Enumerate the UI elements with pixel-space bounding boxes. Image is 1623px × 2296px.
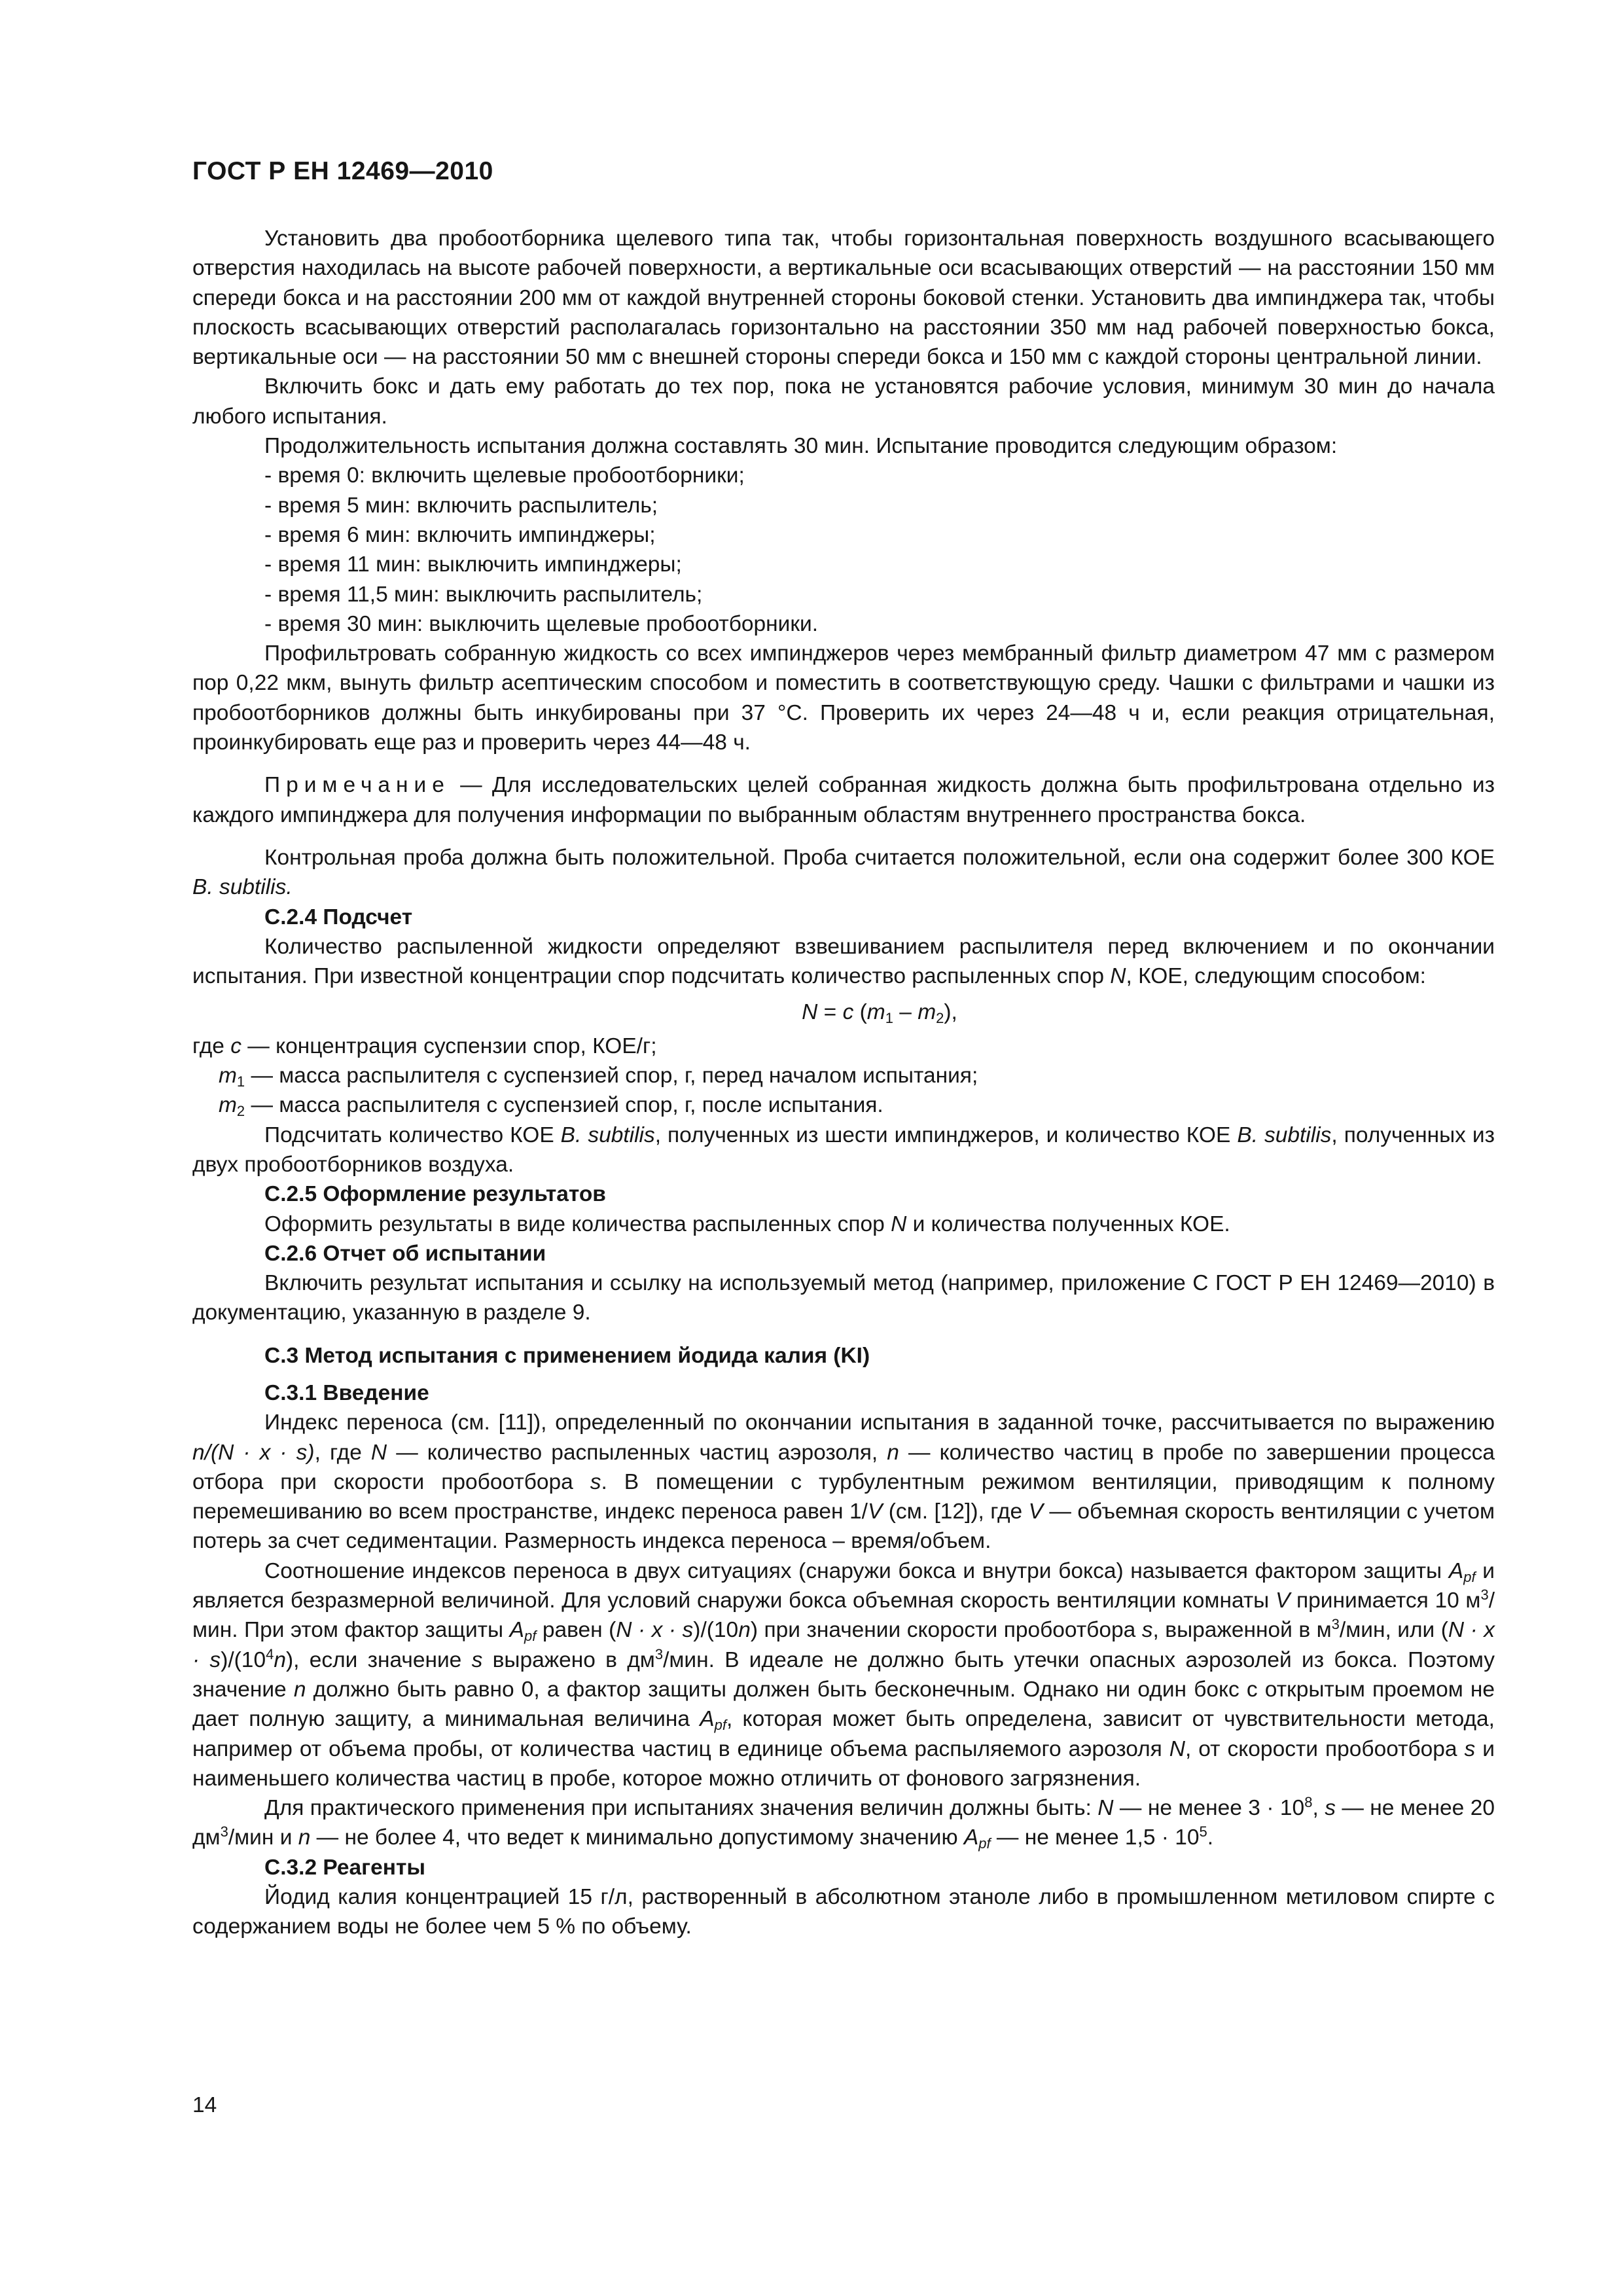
section-heading-c3: С.3 Метод испытания с применением йодида калия (KI) [264,1343,870,1368]
list-item: - время 11 мин: выключить импинджеры; [264,552,682,577]
where-line-c: где c — концентрация суспензии спор, КОЕ/г; [192,1033,657,1058]
paragraph-c31-2: Соотношение индексов переноса в двух ситуациях (снаружи бокса и внутри бокса) называется фактором защиты $A_{pf}$ и является безразмерной величиной. Для условий снаружи бокса объемная скорость вентиляции комнаты V принимается 10 $м^3$/мин. При этом фактор защиты $A_{pf}$ равен (N · x · s)/(10n) при значении скорости пробоотбора s, выраженной в $м^3$/мин, или $(N \cdot x \cdot s)/(10^4n)$, если значение s выражено в $дм^3$/мин. В идеале не должно быть утечки опасных аэрозолей из бокса. Поэтому значение n должно быть равно 0, а фактор защиты должен быть бесконечным. Однако ни один бокс с открытым проемом не дает полную защиту, а минимальная величина $A_{pf}$, которая может быть определена, зависит от чувствительности метода, например от объема пробы, от количества частиц в единице объема распыляемого аэрозоля N, от скорости пробоотбора s и наименьшего количества частиц в пробе, которое можно отличить от фонового загрязнения. [192,1558,1495,1791]
paragraph-c32: Йодид калия концентрацией 15 г/л, растворенный в абсолютном этаноле либо в промышленном метиловом спирте с содержанием воды не более чем 5 % по объему. [192,1885,1495,1939]
paragraph-c25: Оформить результаты в виде количества распыленных спор N и количества полученных КОЕ. [264,1211,1230,1236]
section-heading-c24: С.2.4 Подсчет [264,905,413,929]
note [192,770,1495,830]
paragraph-filter: Профильтровать собранную жидкость со всех импинджеров через мембранный фильтр диаметром 47 мм с размером пор 0,22 мкм, вынуть фильтр асептическим способом и поместить в соответствующую среду. Чашки с фильтрами и чашки из пробоотборников должны быть инкубированы при 37 °С. Проверить их через 24—48 ч и, если реакция отрицательная, проинкубировать еще раз и проверить через 44—48 ч. [192,641,1495,755]
paragraph-setup-2: Включить бокс и дать ему работать до тех пор, пока не установятся рабочие условия, минимум 30 мин до начала любого испытания. [192,374,1495,429]
paragraph-c24-2: Подсчитать количество КОЕ B. subtilis, полученных из шести импинджеров, и количество КОЕ B. subtilis, полученных из двух пробоотборников воздуха. [192,1122,1495,1177]
section-heading-c32: С.3.2 Реагенты [264,1855,425,1880]
paragraph-setup-1: Установить два пробоотборника щелевого типа так, чтобы горизонтальная поверхность воздушного всасывающего отверстия находилась на высоте рабочей поверхности, а вертикальные оси всасывающих отверстий — на расстоянии 150 мм спереди бокса и на расстоянии 200 мм от каждой внутренней стороны боковой стенки. Установить два импинджера так, чтобы плоскость всасывающих отверстий располагалась горизонтально на расстоянии 350 мм над рабочей поверхностью бокса, вертикальные оси — на расстоянии 50 мм с внешней стороны спереди бокса и 150 мм с каждой стороны центральной линии. [192,226,1495,370]
list-item: - время 6 мин: включить импинджеры; [264,522,656,547]
note-text: — Для исследовательских целей собранная жидкость должна быть профильтрована отдельно из каждого импинджера для получения информации по выбранным областям внутреннего пространства бокса. [192,773,1495,827]
timeline-list [192,461,1495,639]
list-item: - время 11,5 мин: выключить распылитель; [264,582,703,607]
where-line-m2: $m_2$ — масса распылителя с суспензией спор, г, после испытания. [219,1093,883,1120]
paragraph-c24-1: Количество распыленной жидкости определяют взвешиванием распылителя перед включением и по окончании испытания. При известной концентрации спор подсчитать количество распыленных спор N, КОЕ, следующим способом: [192,934,1495,989]
paragraph-control: Контрольная проба должна быть положительной. Проба считается положительной, если она содержит более 300 КОЕ B. subtilis. [192,845,1495,900]
section-heading-c26: С.2.6 Отчет об испытании [264,1241,546,1266]
paragraph-c26: Включить результат испытания и ссылку на используемый метод (например, приложение С ГОСТ Р ЕН 12469—2010) в документацию, указанную в разделе 9. [192,1271,1495,1325]
paragraph-duration: Продолжительность испытания должна составлять 30 мин. Испытание проводится следующим образом: [264,434,1338,459]
document-body [192,224,1495,1942]
document-header: ГОСТ Р ЕН 12469—2010 [192,157,493,185]
page-number: 14 [192,2093,217,2117]
list-item: - время 5 мин: включить распылитель; [264,493,658,518]
list-item: - время 0: включить щелевые пробоотборники; [264,463,745,488]
paragraph-c31-3: Для практического применения при испытаниях значения величин должны быть: N — не менее $3 \cdot 10^8$, s — не менее 20 $дм^3$/мин и n — не более 4, что ведет к минимально допустимому значению $A_{pf}$ — не менее $1,5 \cdot 10^5$. [192,1794,1495,1852]
paragraph-c31-1: Индекс переноса (см. [11]), определенный по окончании испытания в заданной точке, рассчитывается по выражению n/(N · x · s), где N — количество распыленных частиц аэрозоля, n — количество частиц в пробе по завершении процесса отбора при скорости пробоотбора s. В помещении с турбулентным режимом вентиляции, приводящим к полному перемешиванию во всем пространстве, индекс переноса равен 1/V (см. [12]), где V — объемная скорость вентиляции с учетом потерь за счет седиментации. Размерность индекса переноса – время/объем. [192,1410,1495,1554]
formula-spore-count: N = c $(m_1 - m_2)$, [802,1000,957,1027]
section-heading-c25: С.2.5 Оформление результатов [264,1182,606,1207]
note-label: Примечание [264,773,450,798]
list-item: - время 30 мин: выключить щелевые пробоотборники. [264,611,819,636]
where-line-m1: $m_1$ — масса распылителя с суспензией спор, г, перед началом испытания; [219,1064,978,1090]
section-heading-c31: С.3.1 Введение [264,1380,429,1405]
